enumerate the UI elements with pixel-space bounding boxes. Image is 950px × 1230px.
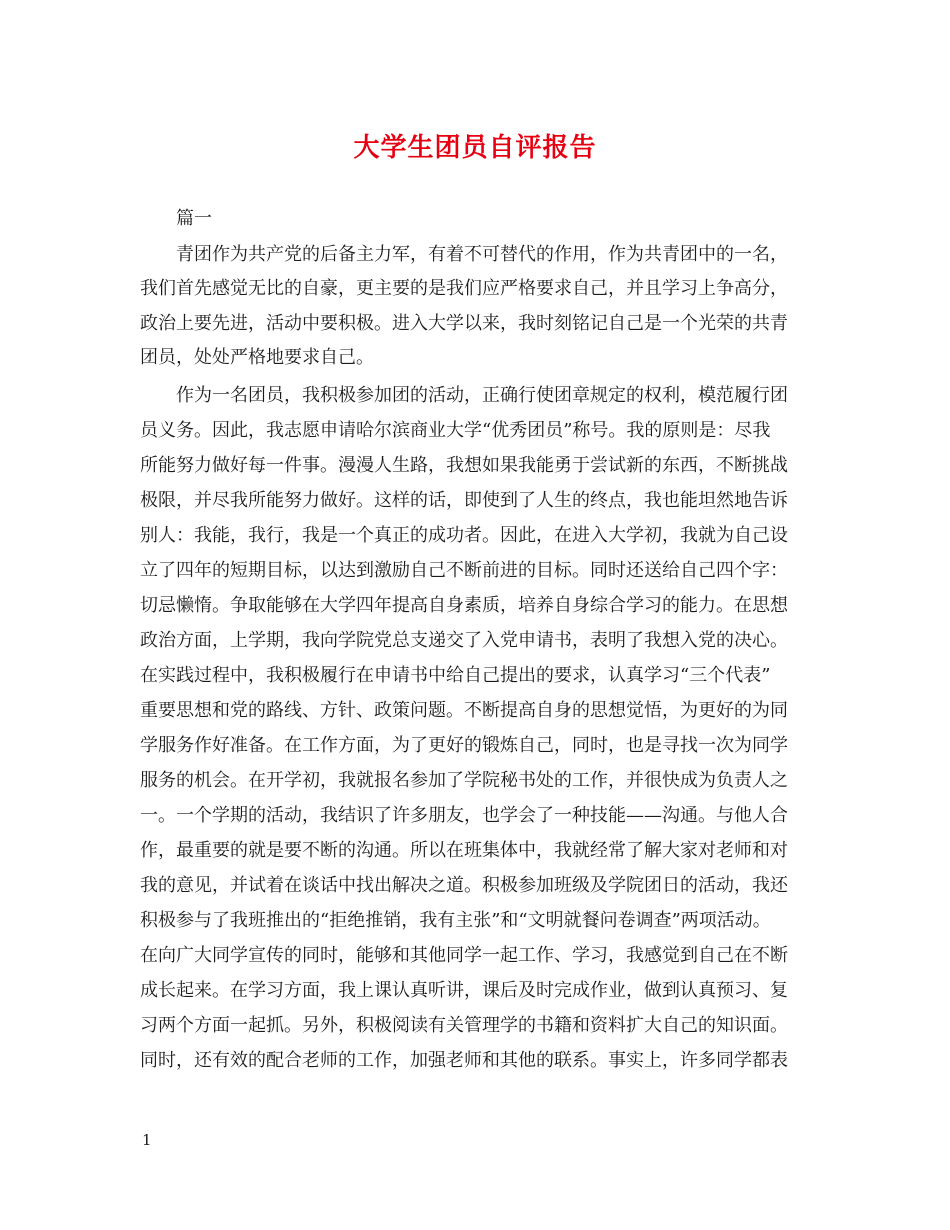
section-heading: 篇一	[176, 208, 212, 229]
body-line: 服务的机会。在开学初，我就报名参加了学院秘书处的工作，并很快成为负责人之	[140, 770, 788, 791]
body-line: 我们首先感觉无比的自豪，更主要的是我们应严格要求自己，并且学习上争高分，	[140, 278, 788, 299]
body-line: 政治上要先进，活动中要积极。进入大学以来，我时刻铭记自己是一个光荣的共青	[140, 313, 788, 334]
body-line: 学服务作好准备。在工作方面，为了更好的锻炼自己，同时，也是寻找一次为同学	[140, 735, 788, 756]
body-line: 在向广大同学宣传的同时，能够和其他同学一起工作、学习，我感觉到自己在不断	[140, 945, 788, 966]
body-line: 一。一个学期的活动，我结识了许多朋友，也学会了一种技能——沟通。与他人合	[140, 805, 788, 826]
body-line: 习两个方面一起抓。另外，积极阅读有关管理学的书籍和资料扩大自己的知识面。	[140, 1015, 788, 1036]
body-line: 所能努力做好每一件事。漫漫人生路，我想如果我能勇于尝试新的东西，不断挑战	[140, 455, 788, 476]
body-line: 极限，并尽我所能努力做好。这样的话，即使到了人生的终点，我也能坦然地告诉	[140, 490, 788, 511]
body-line: 重要思想和党的路线、方针、政策问题。不断提高自身的思想觉悟，为更好的为同	[140, 700, 788, 721]
body-line: 青团作为共产党的后备主力军，有着不可替代的作用，作为共青团中的一名，	[176, 244, 788, 265]
body-line: 作，最重要的就是要不断的沟通。所以在班集体中，我就经常了解大家对老师和对	[140, 840, 788, 861]
body-line: 立了四年的短期目标，以达到激励自己不断前进的目标。同时还送给自己四个字：	[140, 560, 788, 581]
page-number: 1	[142, 1131, 152, 1149]
body-line: 成长起来。在学习方面，我上课认真听讲，课后及时完成作业，做到认真预习、复	[140, 980, 788, 1001]
body-line: 员义务。因此，我志愿申请哈尔滨商业大学“优秀团员”称号。我的原则是：尽我	[140, 420, 771, 441]
body-line: 作为一名团员，我积极参加团的活动，正确行使团章规定的权利，模范履行团	[176, 385, 788, 406]
body-line: 政治方面，上学期，我向学院党总支递交了入党申请书，表明了我想入党的决心。	[140, 630, 788, 651]
body-line: 在实践过程中，我积极履行在申请书中给自己提出的要求，认真学习“三个代表”	[140, 665, 771, 686]
document-title: 大学生团员自评报告	[353, 133, 597, 163]
body-line: 团员，处处严格地要求自己。	[140, 347, 374, 368]
body-line: 同时，还有效的配合老师的工作，加强老师和其他的联系。事实上，许多同学都表	[140, 1050, 788, 1071]
body-line: 积极参与了我班推出的“拒绝推销，我有主张”和“文明就餐问卷调查”两项活动。	[140, 910, 771, 931]
body-line: 别人：我能，我行，我是一个真正的成功者。因此，在进入大学初，我就为自己设	[140, 525, 788, 546]
body-line: 我的意见，并试着在谈话中找出解决之道。积极参加班级及学院团日的活动，我还	[140, 875, 788, 896]
body-line: 切忌懒惰。争取能够在大学四年提高自身素质，培养自身综合学习的能力。在思想	[140, 595, 788, 616]
